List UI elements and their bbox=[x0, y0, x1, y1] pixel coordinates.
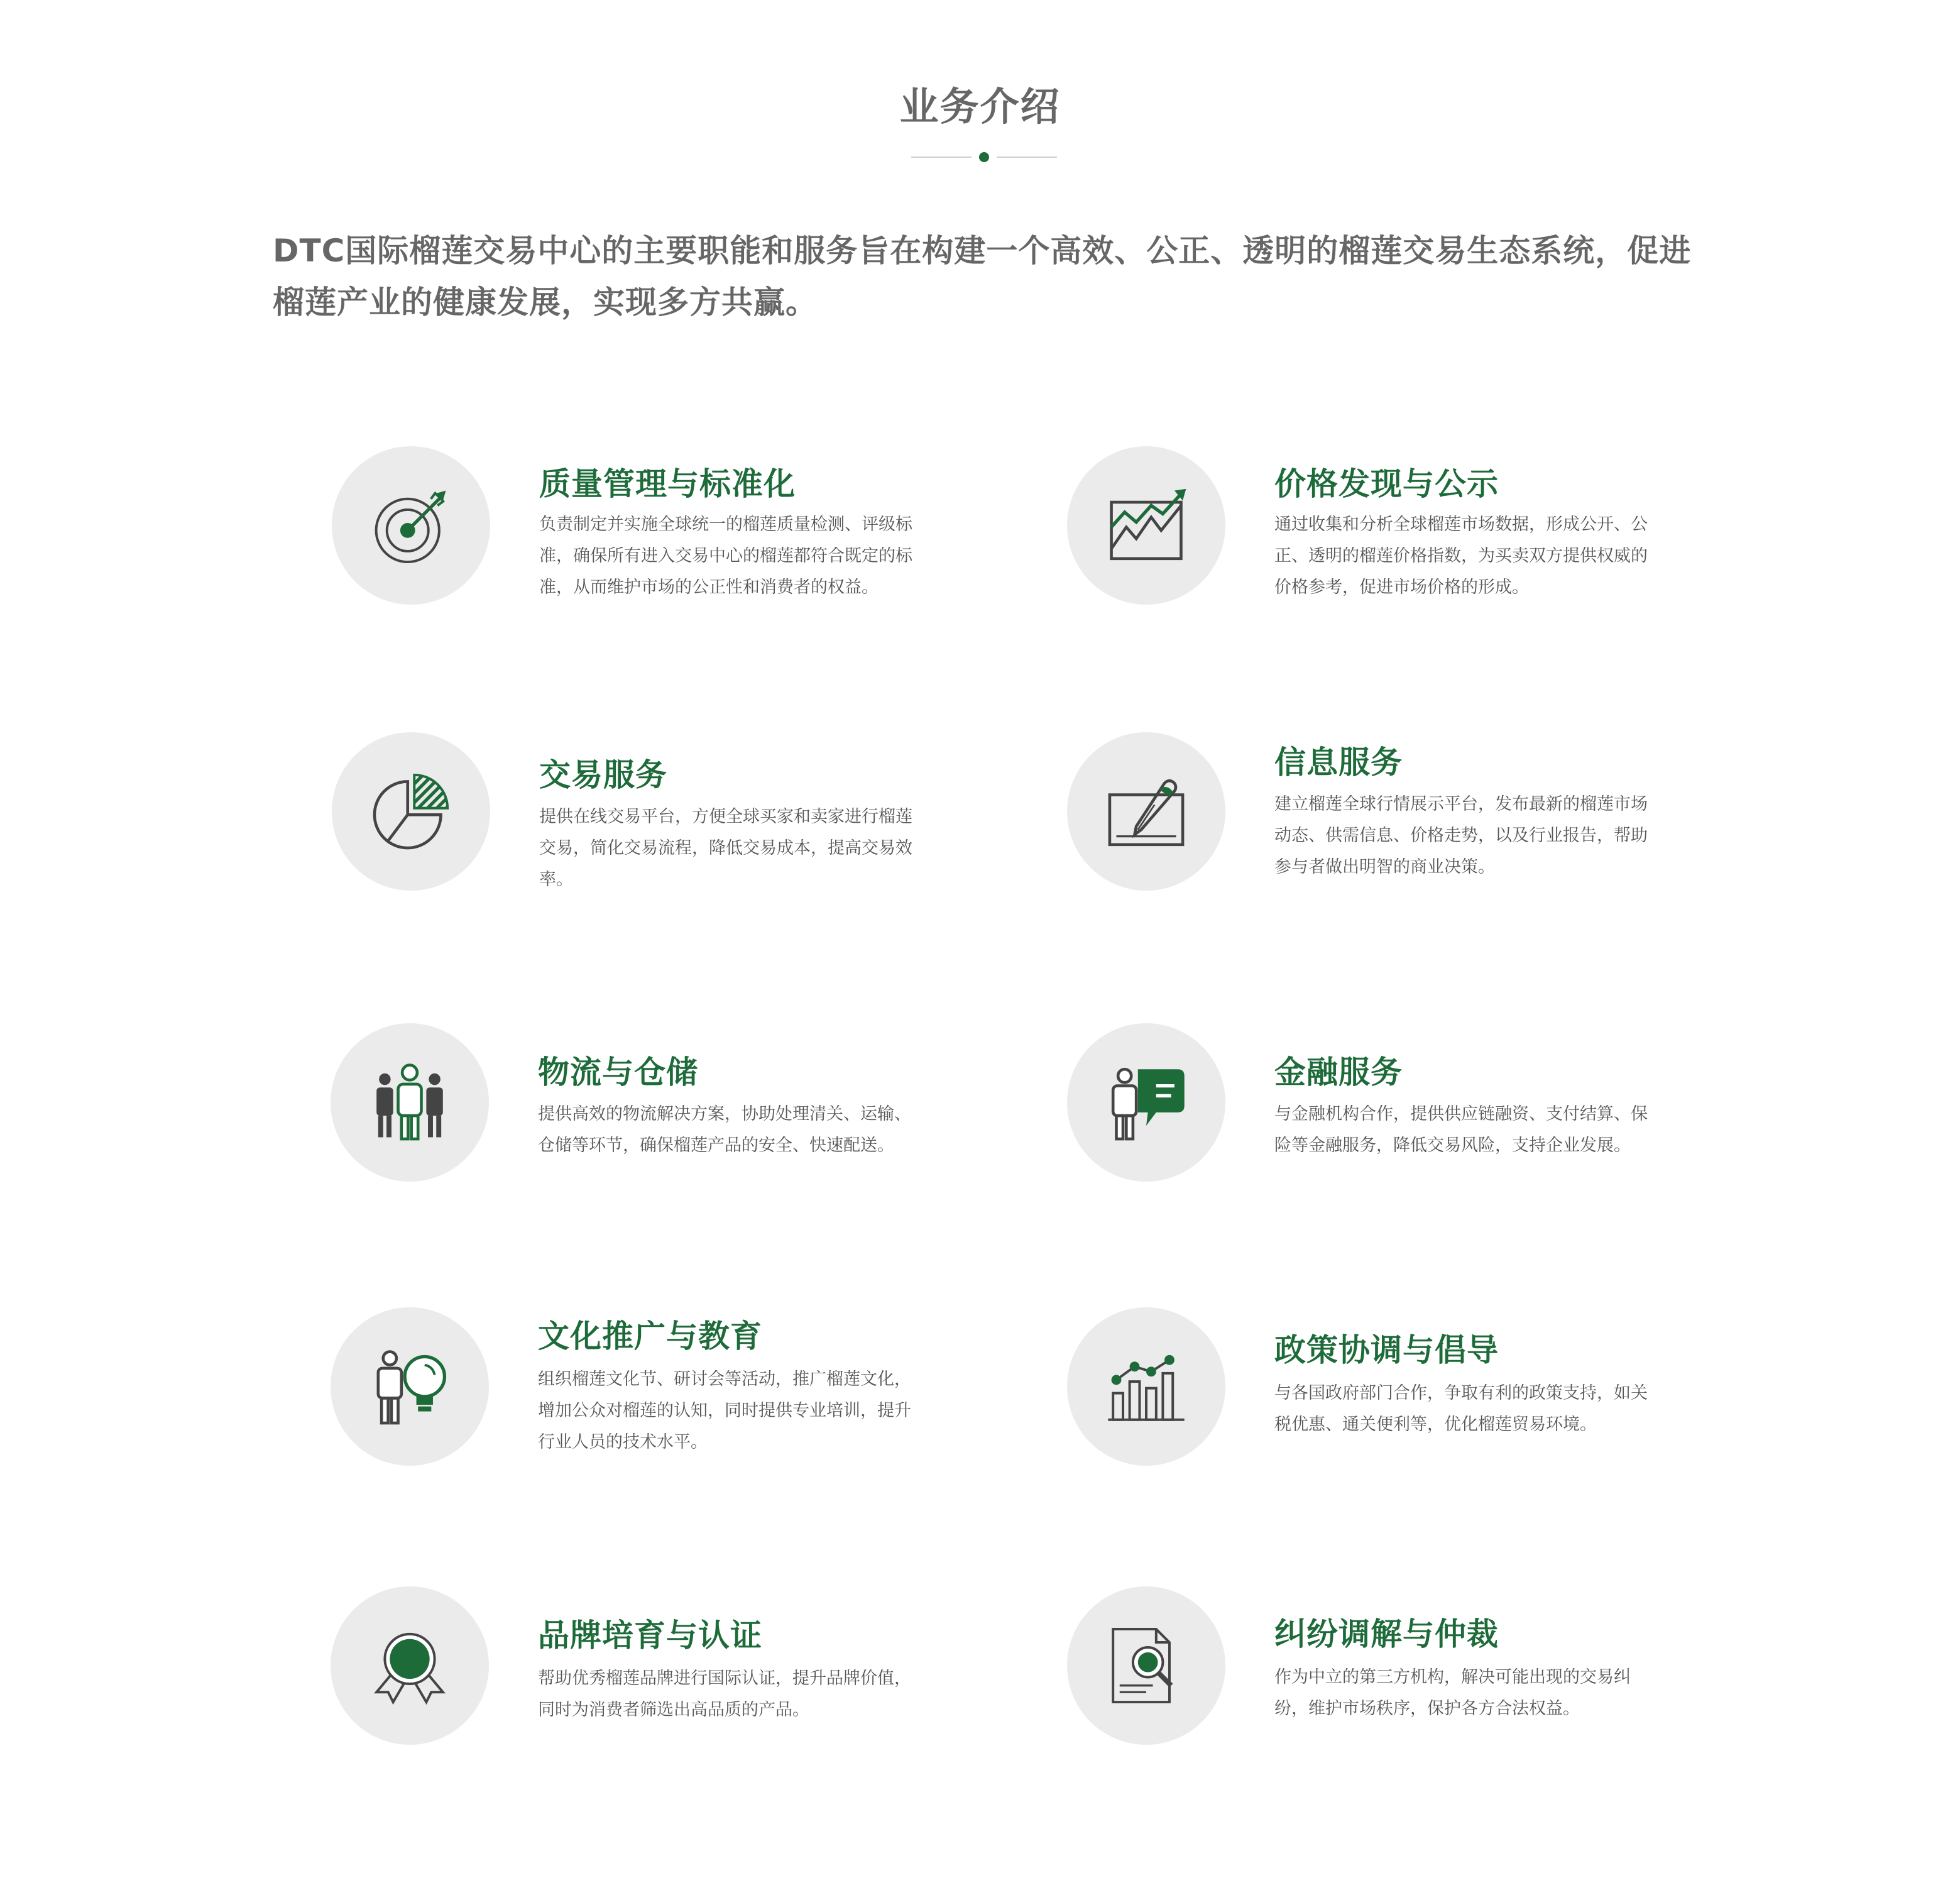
document-search-icon bbox=[1105, 1624, 1188, 1707]
icon-circle bbox=[331, 1586, 489, 1745]
card-title: 物流与仓储 bbox=[538, 1054, 698, 1090]
icon-circle bbox=[1067, 1023, 1225, 1182]
card-title: 交易服务 bbox=[539, 757, 667, 793]
icon-circle bbox=[331, 1023, 489, 1182]
card-description: 通过收集和分析全球榴莲市场数据，形成公开、公正、透明的榴莲价格指数，为买卖双方提供权威的价格参考，促进市场价格的形成。 bbox=[1274, 515, 1648, 597]
bar-chart-icon bbox=[1105, 1345, 1188, 1428]
card-description: 与各国政府部门合作，争取有利的政策支持，如关税优惠、通关便利等，优化榴莲贸易环境。 bbox=[1274, 1383, 1648, 1434]
card-description: 与金融机构合作，提供供应链融资、支付结算、保险等金融服务，降低交易风险，支持企业发展。 bbox=[1274, 1104, 1648, 1155]
service-card-trading bbox=[332, 732, 1036, 896]
divider-line-left bbox=[911, 157, 972, 158]
card-title: 金融服务 bbox=[1274, 1054, 1403, 1090]
card-description: 建立榴莲全球行情展示平台，发布最新的榴莲市场动态、供需信息、价格走势，以及行业报告，帮助参与者做出明智的商业决策。 bbox=[1274, 794, 1648, 877]
person-lightbulb-icon bbox=[368, 1345, 451, 1428]
card-title: 纠纷调解与仲裁 bbox=[1274, 1616, 1499, 1652]
trend-chart-icon bbox=[1105, 484, 1188, 567]
title-divider bbox=[911, 152, 1057, 162]
intro-paragraph: DTC国际榴莲交易中心的主要职能和服务旨在构建一个高效、公正、透明的榴莲交易生态系统，促进榴莲产业的健康发展，实现多方共赢。 bbox=[273, 233, 1692, 321]
card-description: 提供高效的物流解决方案，协助处理清关、运输、仓储等环节，确保榴莲产品的安全、快速配送。 bbox=[538, 1104, 911, 1155]
icon-circle bbox=[1067, 446, 1225, 605]
target-icon bbox=[370, 484, 452, 567]
icon-circle bbox=[1067, 1307, 1225, 1466]
card-title: 政策协调与倡导 bbox=[1274, 1332, 1499, 1368]
card-description: 组织榴莲文化节、研讨会等活动，推广榴莲文化，增加公众对榴莲的认知，同时提供专业培训，提升行业人员的技术水平。 bbox=[538, 1370, 911, 1452]
section-title: 业务介绍 bbox=[899, 84, 1061, 129]
pen-document-icon bbox=[1105, 770, 1188, 853]
pie-chart-icon bbox=[370, 770, 452, 853]
icon-circle bbox=[331, 1307, 489, 1466]
service-card-culture bbox=[331, 1307, 1034, 1471]
icon-circle bbox=[1067, 1586, 1225, 1745]
people-group-icon bbox=[368, 1061, 451, 1144]
service-card-price bbox=[1067, 446, 1771, 610]
service-card-logistics bbox=[331, 1023, 1034, 1187]
card-description: 负责制定并实施全球统一的榴莲质量检测、评级标准，确保所有进入交易中心的榴莲都符合既定的标准，从而维护市场的公正性和消费者的权益。 bbox=[539, 515, 912, 597]
divider-line-right bbox=[997, 157, 1057, 158]
icon-circle bbox=[1067, 732, 1225, 891]
service-card-finance bbox=[1067, 1023, 1771, 1187]
card-title: 品牌培育与认证 bbox=[538, 1617, 762, 1654]
award-ribbon-icon bbox=[368, 1624, 451, 1707]
card-title: 价格发现与公示 bbox=[1274, 466, 1499, 502]
service-card-information bbox=[1067, 732, 1771, 896]
card-description: 帮助优秀榴莲品牌进行国际认证，提升品牌价值，同时为消费者筛选出高品质的产品。 bbox=[538, 1669, 911, 1720]
icon-circle bbox=[332, 732, 490, 891]
divider-dot bbox=[979, 152, 989, 162]
service-card-arbitration bbox=[1067, 1586, 1771, 1750]
service-card-quality bbox=[332, 446, 1036, 610]
person-chat-icon bbox=[1105, 1061, 1188, 1144]
card-description: 提供在线交易平台，方便全球买家和卖家进行榴莲交易，简化交易流程，降低交易成本，提高交易效率。 bbox=[539, 807, 912, 889]
card-title: 信息服务 bbox=[1274, 744, 1403, 781]
service-card-policy bbox=[1067, 1307, 1771, 1471]
service-card-brand bbox=[331, 1586, 1034, 1750]
card-title: 质量管理与标准化 bbox=[539, 466, 796, 502]
card-description: 作为中立的第三方机构，解决可能出现的交易纠纷，维护市场秩序，保护各方合法权益。 bbox=[1274, 1667, 1631, 1718]
icon-circle bbox=[332, 446, 490, 605]
card-title: 文化推广与教育 bbox=[538, 1318, 762, 1354]
